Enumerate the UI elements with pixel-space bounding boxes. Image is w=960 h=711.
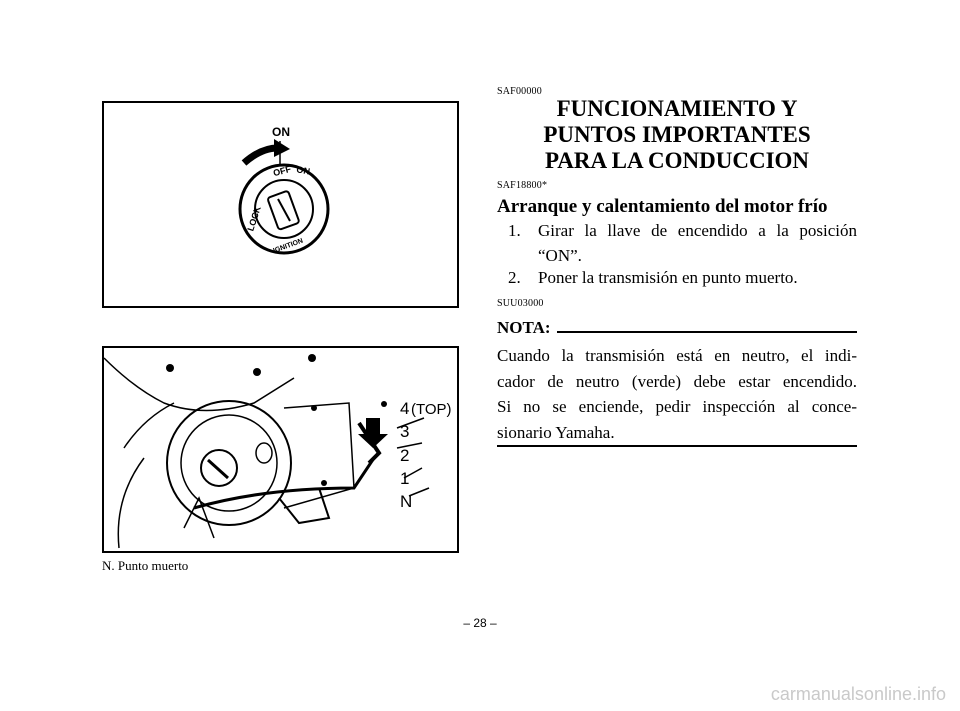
note-line: cador de neutro (verde) debe estar encendido.	[497, 371, 857, 391]
turn-arrow-head	[274, 139, 290, 157]
section-code-2: SAF18800*	[497, 180, 548, 191]
step-number: 2.	[508, 268, 521, 287]
pedal-rubber	[279, 488, 329, 523]
title-line-1: FUNCIONAMIENTO Y	[556, 96, 798, 121]
side-cover	[284, 403, 354, 508]
engine-cover-outer	[167, 401, 291, 525]
frame-line-1	[104, 358, 294, 411]
on-label: ON	[272, 125, 290, 139]
down-arrow-icon	[358, 418, 388, 448]
gear-label-3: 3	[400, 422, 410, 441]
engine-gear-illustration	[104, 348, 457, 551]
note-label: NOTA:	[497, 318, 551, 337]
page-title	[497, 96, 857, 174]
ring-label-lock: LOCK	[245, 204, 263, 233]
frame-line-2	[124, 403, 174, 448]
title-line-2: PUNTOS IMPORTANTES	[543, 122, 811, 147]
step-1	[508, 218, 857, 268]
gear-label-2: 2	[400, 446, 410, 465]
watermark: carmanualsonline.info	[770, 684, 946, 704]
title-line-3: PARA LA CONDUCCION	[544, 148, 810, 173]
ring-label-on: ON	[295, 164, 311, 177]
inspection-plug	[256, 443, 272, 463]
step-text: Poner la transmisión en punto muerto.	[538, 268, 798, 287]
engine-gear-figure	[102, 346, 459, 553]
step-text: Girar la llave de encendido a la posición “ON”.	[538, 221, 857, 265]
note-line: Si no se enciende, pedir inspección al conce-	[497, 397, 857, 416]
note-header	[497, 318, 857, 338]
ignition-switch-figure	[102, 101, 459, 308]
step-number: 1.	[508, 221, 521, 240]
figure-caption: N. Punto muerto	[102, 558, 189, 573]
section-code-1: SAF00000	[497, 86, 542, 97]
note-body	[497, 343, 857, 445]
section-heading: Arranque y calentamiento del motor frío	[497, 196, 828, 217]
gear-label-n: N	[400, 492, 413, 511]
shift-rod	[194, 458, 374, 508]
gear-label-top: (TOP)	[411, 401, 452, 418]
frame-line-3	[118, 458, 144, 548]
page-number: – 28 –	[463, 616, 497, 630]
note-line: Cuando la transmisión está en neutro, el indi-	[497, 346, 857, 365]
step-2	[508, 265, 857, 290]
ring-label-off: OFF	[272, 163, 293, 179]
section-code-3: SUU03000	[497, 298, 544, 309]
filler-cap-slot	[208, 460, 228, 478]
note-line: sionario Yamaha.	[497, 422, 615, 442]
ignition-switch-illustration	[104, 103, 457, 306]
gear-label-1: 1	[400, 469, 410, 488]
ring-label-ignition: IGNITION	[272, 237, 305, 255]
note-rule	[557, 331, 857, 333]
gear-label-4: 4	[400, 399, 410, 418]
note-end-rule	[497, 445, 857, 447]
